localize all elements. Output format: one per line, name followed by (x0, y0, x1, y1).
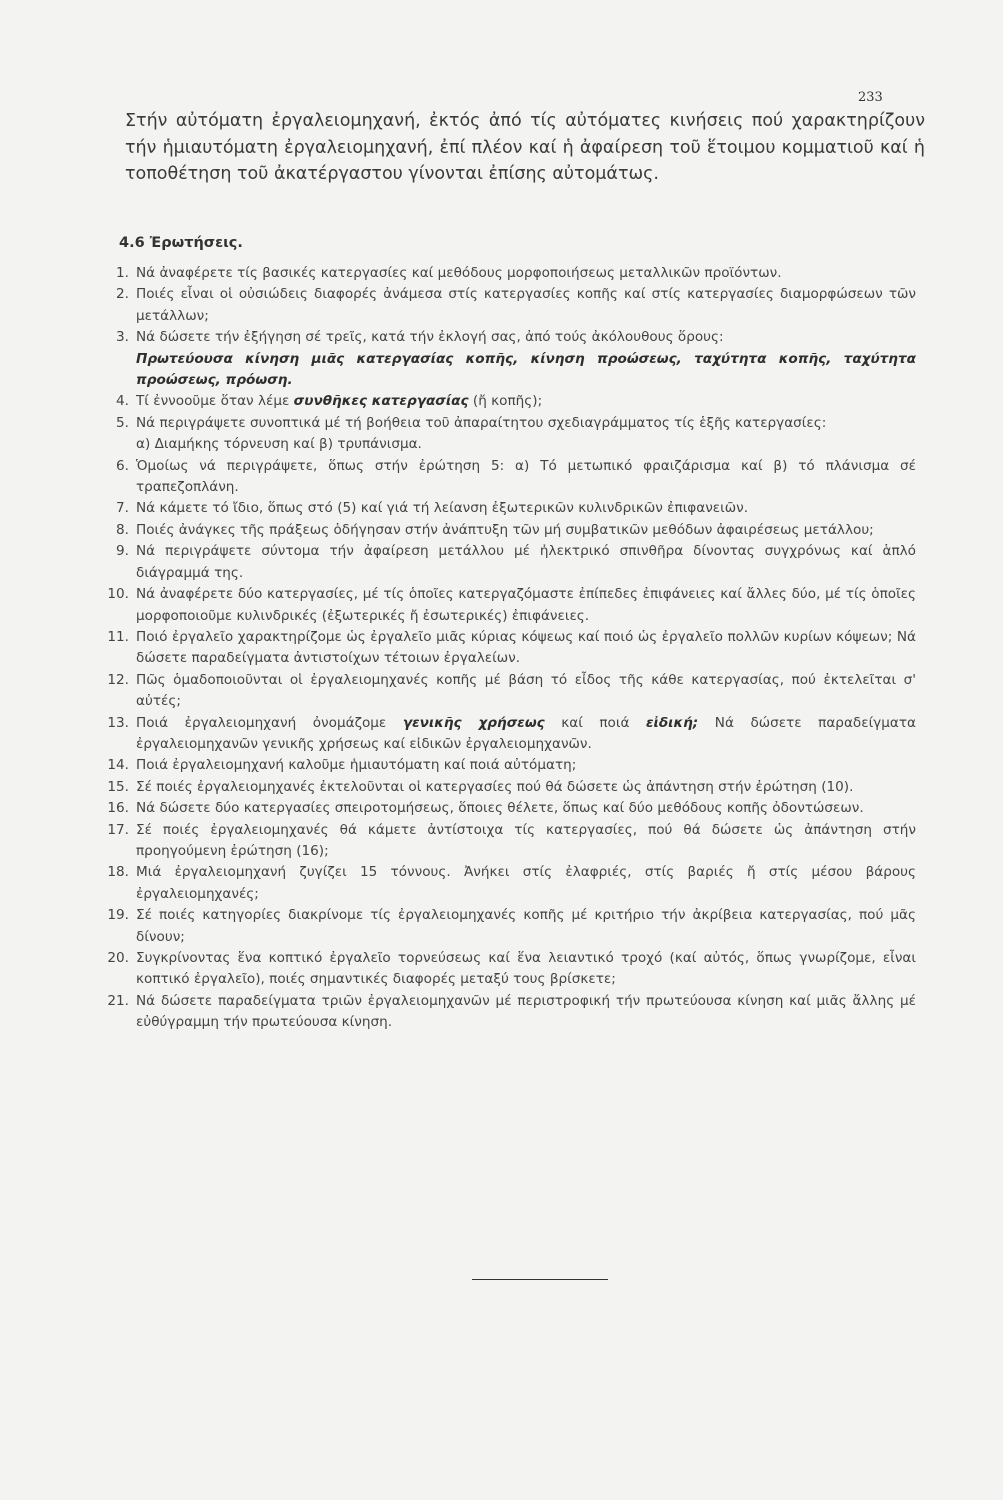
question-number: 8. (116, 521, 129, 538)
question-text: Ποιό ἐργαλεῖο χαρακτηρίζομε ὡς ἐργαλεῖο μιᾶς κύριας κόψεως καί ποιό ὡς ἐργαλεῖο πολλῶν κυρίων κόψεων; Νά δώσετε παραδείγματα ἀντιστοίχων τέτοιων ἐργαλείων. (136, 628, 916, 667)
question-item (96, 327, 916, 391)
question-item (96, 777, 916, 798)
question-number: 13. (107, 714, 129, 731)
question-text: Σέ ποιές ἐργαλειομηχανές ἐκτελοῦνται οἱ κατεργασίες πού θά δώσετε ὡς ἀπάντηση στήν ἐρώτηση (10). (136, 778, 854, 795)
question-item (96, 755, 916, 776)
question-text (136, 413, 916, 456)
question-item (96, 905, 916, 948)
question-number: 4. (116, 393, 129, 410)
question-item (96, 798, 916, 819)
question-text: Ποιές ἀνάγκες τῆς πράξεως ὁδήγησαν στήν ἀνάπτυξη τῶν μή συμβατικῶν μεθόδων ἀφαιρέσεως μετάλλου; (136, 521, 874, 538)
question-terms-emphasis: Πρωτεύουσα κίνηση μιᾶς κατεργασίας κοπῆς, κίνηση προώσεως, ταχύτητα κοπῆς, ταχύτητα προώσεως, πρόωση. (136, 350, 916, 389)
question-text: Νά ἀναφέρετε τίς βασικές κατεργασίες καί μεθόδους μορφοποιήσεως μεταλλικῶν προϊόντων. (136, 265, 782, 281)
question-text-part: Νά δώσετε παραδείγματα ἐργαλειομηχανῶν γενικῆς χρήσεως καί εἰδικῶν ἐργαλειομηχανῶν. (136, 714, 916, 752)
question-text: Πῶς ὁμαδοποιοῦνται οἱ ἐργαλειομηχανές κοπῆς μέ βάση τό εἶδος τῆς κάθε κατεργασίας, πού ἐκτελεῖται σ' αὐτές; (136, 671, 916, 710)
question-item (96, 541, 916, 584)
question-number: 18. (107, 864, 129, 881)
question-item (96, 991, 916, 1034)
question-number: 1. (116, 265, 129, 281)
question-text: Μιά ἐργαλειομηχανή ζυγίζει 15 τόννους. Ἀνήκει στίς ἐλαφριές, στίς βαριές ἤ στίς μέσου βάρους ἐργαλειομηχανές; (136, 864, 916, 902)
question-text-part: (ἤ κοπῆς); (472, 393, 543, 410)
question-text: Συγκρίνοντας ἕνα κοπτικό ἐργαλεῖο τορνεύσεως καί ἕνα λειαντικό τροχό (καί αὐτός, ὅπως γνωρίζομε, εἶναι κοπτικό ἐργαλεῖο), ποιές σημαντικές διαφορές μεταξύ τους βρίσκετε; (136, 950, 916, 988)
question-text: Νά κάμετε τό ἴδιο, ὅπως στό (5) καί γιά τή λείανση ἐξωτερικῶν κυλινδρικῶν ἐπιφανειῶν. (136, 500, 749, 517)
question-item (96, 670, 916, 713)
question-item (96, 263, 916, 284)
question-text: Ὁμοίως νά περιγράψετε, ὅπως στήν ἐρώτηση 5: α) Τό μετωπικό φραιζάρισμα καί β) τό πλάνισμα σέ τραπεζοπλάνη. (136, 457, 916, 496)
end-rule (472, 1279, 608, 1280)
question-text: Ποιά ἐργαλειομηχανή καλοῦμε ἡμιαυτόματη καί ποιά αὐτόματη; (136, 757, 577, 774)
question-term-emphasis: γενικῆς χρήσεως (402, 714, 545, 731)
question-number: 10. (107, 586, 129, 603)
question-number: 9. (116, 543, 129, 560)
question-subitems: α) Διαμήκης τόρνευση καί β) τρυπάνισμα. (136, 436, 422, 453)
question-number: 3. (116, 329, 129, 346)
question-number: 21. (107, 992, 129, 1009)
question-item (96, 627, 916, 670)
question-item (96, 413, 916, 456)
question-text (136, 391, 916, 412)
question-number: 5. (116, 414, 129, 431)
question-text: Νά δώσετε δύο κατεργασίες σπειροτομήσεως, ὅποιες θέλετε, ὅπως καί δύο μεθόδους κοπῆς ὀδοντώσεων. (136, 800, 864, 817)
question-item (96, 391, 916, 412)
question-text (136, 327, 916, 391)
questions-list (96, 263, 916, 1034)
question-item (96, 498, 916, 519)
question-number: 19. (107, 907, 129, 924)
question-item (96, 713, 916, 756)
section-title: 4.6 Ἐρωτήσεις. (119, 235, 243, 251)
question-text: Νά περιγράψετε σύντομα τήν ἀφαίρεση μετάλλου μέ ἠλεκτρικό σπινθῆρα δίνοντας συγχρόνως καί ἁπλό διάγραμμά της. (136, 543, 916, 581)
question-number: 16. (107, 800, 129, 817)
intro-paragraph: Στήν αὐτόματη ἐργαλειομηχανή, ἐκτός ἀπό τίς αὐτόματες κινήσεις πού χαρακτηρίζουν τήν ἡμιαυτόματη ἐργαλειομηχανή, ἐπί πλέον καί ἡ ἀφαίρεση τοῦ ἕτοιμου κομματιοῦ καί ἡ τοποθέτηση τοῦ ἀκατέργαστου γίνονται ἐπίσης αὐτομάτως. (125, 111, 925, 184)
question-number: 17. (107, 821, 129, 838)
question-number: 7. (116, 500, 129, 517)
question-item (96, 284, 916, 327)
question-text: Σέ ποιές ἐργαλειομηχανές θά κάμετε ἀντίστοιχα τίς κατεργασίες, πού θά δώσετε ὡς ἀπάντηση στήν προηγούμενη ἐρώτηση (16); (136, 821, 916, 859)
question-text: Σέ ποιές κατηγορίες διακρίνομε τίς ἐργαλειομηχανές κοπῆς μέ κριτήριο τήν ἀκρίβεια κατεργασίας, πού μᾶς δίνουν; (136, 907, 916, 945)
question-text-main: Νά περιγράψετε συνοπτικά μέ τή βοήθεια τοῦ ἀπαραίτητου σχεδιαγράμματος τίς ἑξῆς κατεργασίες: (136, 414, 827, 431)
question-number: 14. (107, 757, 129, 774)
question-text (136, 713, 916, 756)
question-item (96, 948, 916, 991)
question-item (96, 520, 916, 541)
question-number: 12. (107, 671, 129, 688)
question-item (96, 456, 916, 499)
question-number: 2. (116, 286, 129, 303)
question-text: Νά δώσετε παραδείγματα τριῶν ἐργαλειομηχανῶν μέ περιστροφική τήν πρωτεύουσα κίνηση καί μιᾶς ἄλλης μέ εὐθύγραμμη τήν πρωτεύουσα κίνηση. (136, 992, 916, 1031)
question-item (96, 862, 916, 905)
question-text-part: Ποιά ἐργαλειομηχανή ὀνομάζομε (136, 714, 387, 731)
question-text-main: Νά δώσετε τήν ἐξήγηση σέ τρεῖς, κατά τήν ἐκλογή σας, ἀπό τούς ἀκόλουθους ὅρους: (136, 329, 724, 346)
question-text: Ποιές εἶναι οἱ οὐσιώδεις διαφορές ἀνάμεσα στίς κατεργασίες κοπῆς καί στίς κατεργασίες διαμορφώσεων τῶν μετάλλων; (136, 286, 916, 324)
question-number: 15. (107, 778, 129, 795)
question-item (96, 820, 916, 863)
question-text-part: Τί ἐννοοῦμε ὅταν λέμε (136, 393, 290, 410)
question-term-emphasis: συνθῆκες κατεργασίας (293, 393, 469, 410)
question-text: Νά ἀναφέρετε δύο κατεργασίες, μέ τίς ὁποῖες κατεργαζόμαστε ἐπίπεδες ἐπιφάνειες καί ἄλλες δύο, μέ τίς ὁποῖες μορφοποιοῦμε κυλινδρικές (ἐξωτερικές ἤ ἐσωτερικές) ἐπιφάνειες. (136, 586, 916, 624)
question-number: 11. (107, 628, 129, 645)
question-term-emphasis: εἰδική; (645, 714, 699, 731)
page-number: 233 (858, 90, 883, 105)
question-text-part: καί ποιά (561, 714, 630, 731)
question-number: 20. (107, 950, 129, 966)
question-item (96, 584, 916, 627)
question-number: 6. (116, 457, 129, 474)
